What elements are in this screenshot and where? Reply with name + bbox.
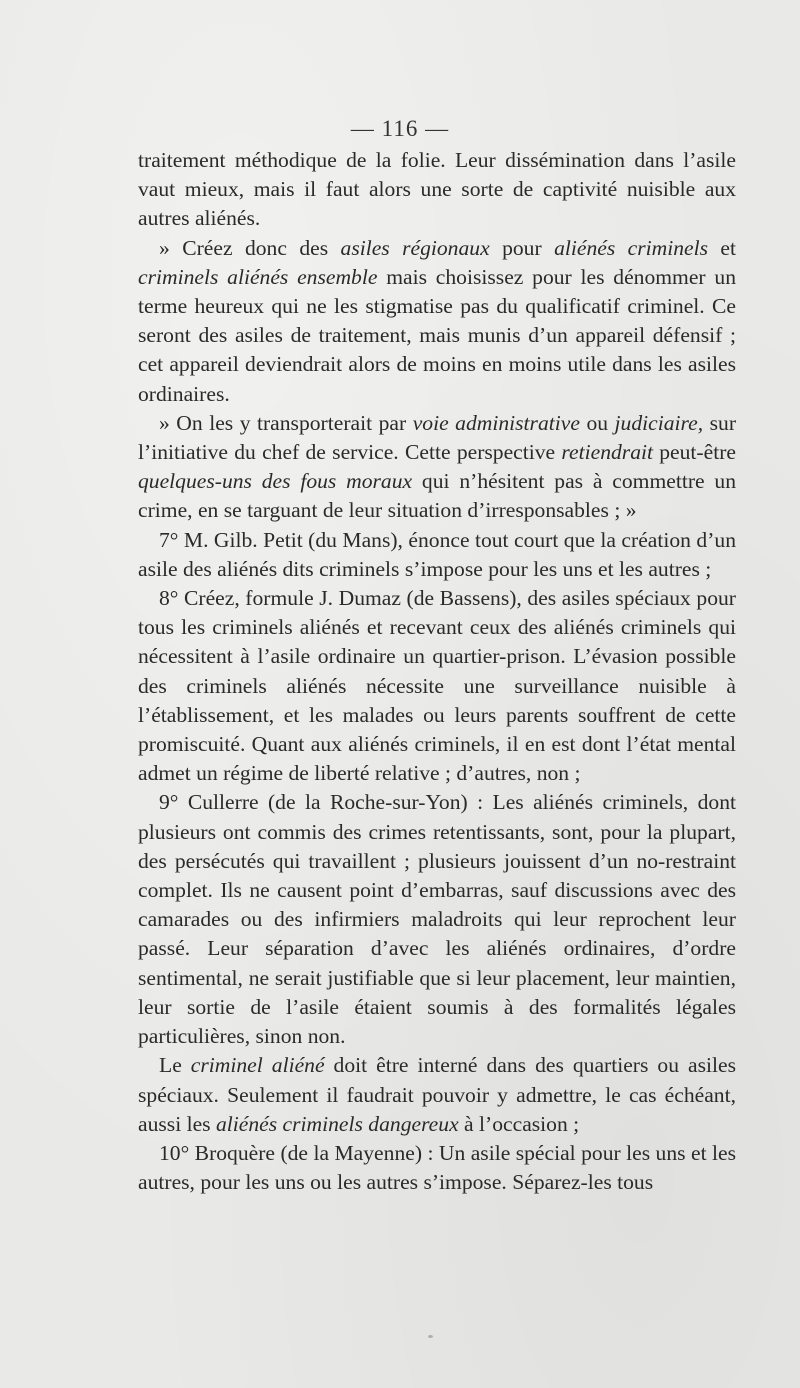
text-run: doit être interné dans des quartiers ou asiles spéciaux. Seulement il faudrait pouvoir y admettre, le cas échéant, aussi les xyxy=(138,1053,736,1136)
body-text xyxy=(138,146,736,1197)
paragraph xyxy=(138,409,736,526)
italic-text: quelques-uns des fous moraux xyxy=(138,469,413,494)
paragraph xyxy=(138,234,736,409)
text-run: Le xyxy=(159,1053,191,1078)
italic-text: aliénés criminels xyxy=(554,235,708,260)
text-run: qui n’hésitent pas à commettre un crime, en se targuant de leur situation d’irresponsables ; » xyxy=(138,469,736,523)
paragraph xyxy=(138,1051,736,1139)
text-run: 10° Broquère (de la Mayenne) : Un asile spécial pour les uns et les autres, pour les uns ou les autres s’impose. Séparez-les tous xyxy=(138,1140,736,1195)
paragraph xyxy=(138,1139,736,1197)
italic-text: voie administrative xyxy=(412,410,580,435)
text-run: sur l’initiative du chef de service. Cette perspective xyxy=(138,410,737,465)
text-run: à l’occasion ; xyxy=(458,1111,580,1136)
text-run: » Créez donc des xyxy=(159,235,341,260)
paragraph xyxy=(138,584,736,788)
italic-text: asiles régionaux xyxy=(340,235,490,260)
text-run: 9° Cullerre (de la Roche-sur-Yon) : Les aliénés criminels, dont plusieurs ont commis des crimes retentissants, sont, pour la plupart, des persécutés qui travaillent ; plusieurs jouissent d’un no-restraint complet. Ils ne causent point d’embarras, sauf discussions avec des camarades ou des infirmiers maladroits qui leur reprochent leur passé. Leur séparation d’avec les aliénés ordinaires, d’ordre sentimental, ne serait justifiable que si leur placement, leur maintien, leur sortie de l’asile étaient soumis à des formalités légales particulières, sinon non. xyxy=(138,790,736,1049)
text-run: et xyxy=(708,235,736,260)
italic-text: criminels aliénés ensemble xyxy=(138,264,378,289)
italic-text: criminel aliéné xyxy=(190,1053,325,1078)
italic-text: retiendrait xyxy=(561,440,653,465)
page-number: — 116 — xyxy=(350,116,450,141)
italic-text: judiciaire, xyxy=(614,410,704,435)
text-run: 8° Créez, formule J. Dumaz (de Bassens), des asiles spéciaux pour tous les criminels aliénés et recevant ceux des aliénés criminels qui nécessitent à l’asile ordinaire un quartier-prison. L’évasion possible des criminels aliénés nécessite une surveillance nuisible à l’établissement, et les malades ou leurs parents souffrent de cette promiscuité. Quant aux aliénés criminels, il en est dont l’état mental admet un régime de liberté relative ; d’autres, non ; xyxy=(138,586,736,786)
paragraph xyxy=(138,526,736,584)
text-run: traitement méthodique de la folie. Leur dissémination dans l’asile vaut mieux, mais il faut alors une sorte de captivité nuisible aux autres aliénés. xyxy=(138,148,736,231)
text-run: 7° M. Gilb. Petit (du Mans), énonce tout court que la création d’un asile des aliénés dits criminels s’impose pour les uns et les autres ; xyxy=(138,527,736,581)
text-run: » On les y transporterait par xyxy=(159,410,413,435)
paragraph xyxy=(138,146,736,234)
text-run: ou xyxy=(579,410,615,435)
paper-speck-mark xyxy=(428,1335,433,1338)
text-run: pour xyxy=(489,235,555,260)
paragraph xyxy=(138,788,736,1051)
text-run: peut-être xyxy=(652,440,736,465)
italic-text: aliénés criminels dangereux xyxy=(215,1111,459,1136)
text-run: mais choisissez pour les dénommer un terme heureux qui ne les stigmatise pas du qualificatif criminel. Ce seront des asiles de traitement, mais munis d’un appareil défensif ; cet appareil deviendrait alors de moins en moins utile dans les asiles ordinaires. xyxy=(138,264,736,406)
